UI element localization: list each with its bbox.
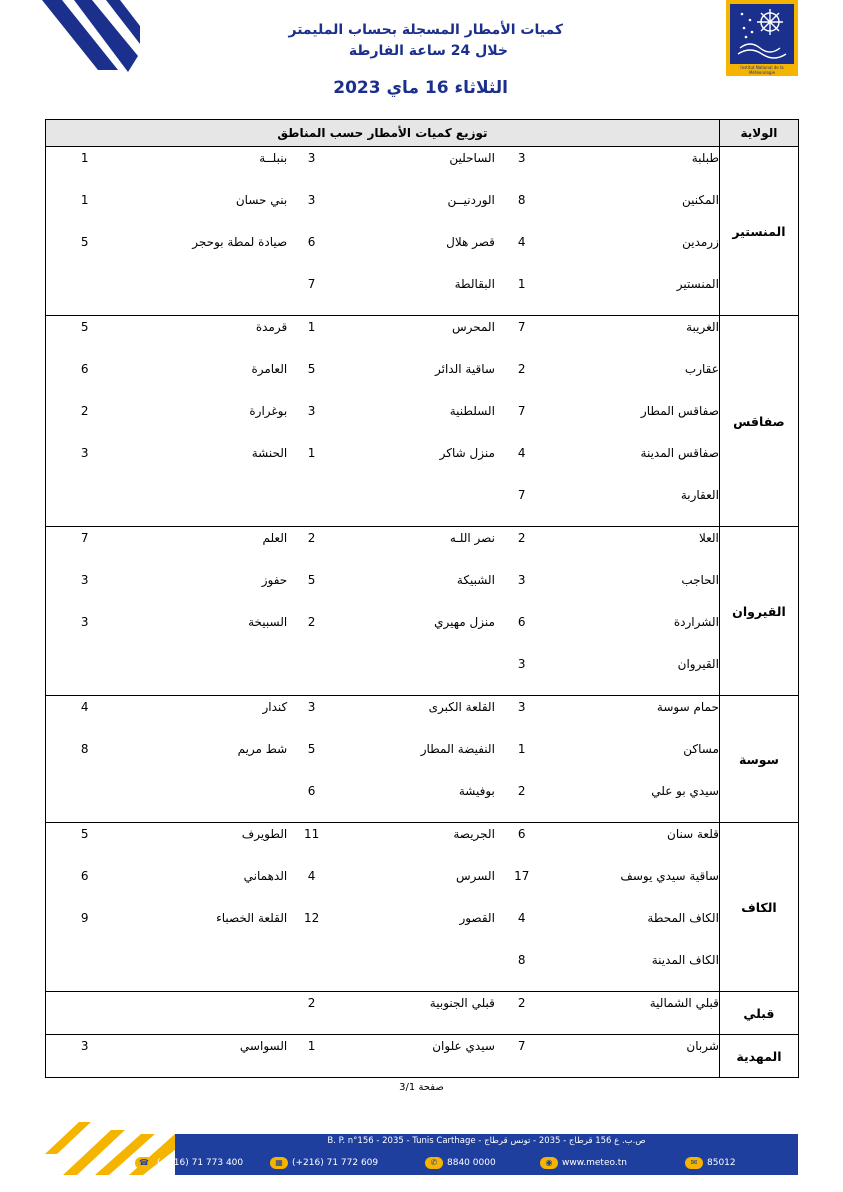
station-value: 6 [495, 823, 549, 866]
footer-website[interactable]: ◉ www.meteo.tn [540, 1154, 627, 1172]
table-row [46, 907, 799, 949]
footer-sms: ✉ 85012 [685, 1154, 736, 1172]
station-value: 1 [46, 189, 124, 231]
footer-phone1: ☎ (+216) 71 773 400 [135, 1154, 243, 1172]
station-name: طبلبة [549, 147, 720, 190]
station-name: حفوز [261, 573, 288, 587]
table-row [46, 316, 799, 359]
station-name: الحاجب [681, 573, 719, 587]
station-name: قبلي الجنوبية [336, 992, 495, 1035]
station-name: شط مريم [237, 742, 288, 756]
station-value: 7 [46, 527, 124, 570]
station-name: النفيضة المطار [420, 742, 495, 756]
table-row [46, 992, 799, 1035]
station-value: 7 [517, 404, 526, 418]
station-name: مساكن [683, 742, 719, 756]
table-row [46, 653, 799, 696]
station-name: قبلي الشمالية [549, 992, 720, 1035]
report-subtitle: خلال 24 ساعة الفارطة [348, 43, 508, 59]
station-name: صيادة لمطة بوحجر [192, 235, 288, 249]
table-row [46, 231, 799, 273]
decorative-stripes-icon [40, 0, 140, 80]
rainfall-table [45, 119, 799, 1078]
station-name: نصر اللـه [336, 527, 495, 570]
station-name: الكاف المحطة [647, 911, 719, 925]
table-row [46, 442, 799, 484]
station-name: القلعة الخصباء [216, 911, 288, 925]
station-name: البقالطة [454, 277, 495, 291]
station-value: 1 [517, 742, 526, 756]
station-value: 8 [517, 193, 526, 207]
station-value: 1 [287, 1035, 336, 1078]
station-name: ساقية الدائر [435, 362, 495, 376]
table-row [46, 865, 799, 907]
station-name: بوغرارة [249, 404, 288, 418]
station-name: قصر هلال [446, 235, 495, 249]
page-number: صفحة 3/1 [399, 1082, 444, 1093]
station-value: 7 [495, 316, 549, 359]
governorate-cell: القيروان [719, 527, 798, 696]
station-value: 8 [517, 953, 526, 967]
table-row [46, 611, 799, 653]
station-name [123, 484, 287, 527]
station-value: 5 [46, 231, 124, 273]
station-value: 3 [307, 404, 316, 418]
station-name: قلعة سنان [549, 823, 720, 866]
station-name [123, 780, 287, 823]
station-value: 5 [307, 573, 316, 587]
station-name: العلا [549, 527, 720, 570]
governorate-cell: صفاقس [719, 316, 798, 527]
station-value: 2 [287, 527, 336, 570]
station-value: 5 [46, 316, 124, 359]
station-value: 3 [287, 147, 336, 190]
station-name: العلم [123, 527, 287, 570]
station-name: ساقية سيدي يوسف [620, 869, 719, 883]
station-name: القلعة الكبرى [336, 696, 495, 739]
station-value: 3 [46, 1035, 124, 1078]
table-row [46, 569, 799, 611]
station-value: 2 [517, 362, 526, 376]
governorate-cell: المهدية [719, 1035, 798, 1078]
station-name: زرمدين [682, 235, 719, 249]
table-header-row [46, 120, 799, 147]
station-value [46, 992, 124, 1035]
station-value [46, 949, 124, 992]
station-name: الحنشة [251, 446, 288, 460]
station-name: السلطنية [449, 404, 495, 418]
station-value: 7 [495, 1035, 549, 1078]
station-name: الشراردة [673, 615, 719, 629]
station-value: 5 [307, 362, 316, 376]
station-value [46, 484, 124, 527]
sms-icon: ✉ [685, 1157, 703, 1169]
governorate-cell: المنستير [719, 147, 798, 316]
table-row [46, 189, 799, 231]
table-row [46, 696, 799, 739]
station-name: السواسي [123, 1035, 287, 1078]
station-name [123, 992, 287, 1035]
station-value [46, 273, 124, 316]
station-name: السرس [455, 869, 495, 883]
station-name: صفاقس المدينة [640, 446, 719, 460]
station-value: 6 [46, 358, 124, 400]
station-value: 5 [46, 823, 124, 866]
station-name: بنبلــة [123, 147, 287, 190]
station-value [287, 484, 336, 527]
footer-phone2: ▦ (+216) 71 772 609 [270, 1154, 378, 1172]
station-value: 3 [307, 193, 316, 207]
station-value: 6 [46, 865, 124, 907]
station-name: عقارب [684, 362, 719, 376]
station-name: قرمدة [123, 316, 287, 359]
table-row [46, 400, 799, 442]
footer-band [139, 1134, 798, 1175]
station-name [123, 949, 287, 992]
station-name: العقاربة [680, 488, 719, 502]
station-value: 7 [307, 277, 316, 291]
station-value: 2 [495, 992, 549, 1035]
station-value: 17 [514, 869, 530, 883]
station-value: 4 [517, 446, 526, 460]
station-value: 12 [303, 911, 320, 925]
station-name: شربان [549, 1035, 720, 1078]
station-value: 2 [307, 615, 316, 629]
station-name: القصور [459, 911, 495, 925]
station-name: صفاقس المطار [640, 404, 719, 418]
station-name: الكاف المدينة [651, 953, 719, 967]
station-name: السبيخة [248, 615, 288, 629]
station-value: 3 [46, 569, 124, 611]
station-value: 3 [46, 611, 124, 653]
station-value: 3 [517, 573, 526, 587]
station-name: الدهماني [243, 869, 288, 883]
station-value: 2 [517, 784, 526, 798]
table-row [46, 823, 799, 866]
station-name [336, 949, 495, 992]
governorate-column-header: الولاية [719, 120, 798, 147]
governorate-cell: سوسة [719, 696, 798, 823]
station-value: 3 [495, 147, 549, 190]
governorate-cell: قبلي [719, 992, 798, 1035]
footer-phone3: ✆ 8840 0000 [425, 1154, 496, 1172]
station-value: 1 [517, 277, 526, 291]
web-icon: ◉ [540, 1157, 558, 1169]
table-row [46, 358, 799, 400]
rainfall-table-body [46, 147, 799, 1078]
station-name [123, 273, 287, 316]
fax-icon: ▦ [270, 1157, 288, 1169]
station-value: 4 [46, 696, 124, 739]
station-value: 3 [287, 696, 336, 739]
station-name: الوردنيــن [447, 193, 495, 207]
table-row [46, 780, 799, 823]
station-value: 1 [46, 147, 124, 190]
station-name: المحرس [336, 316, 495, 359]
station-value [287, 653, 336, 696]
station-name: الجريصة [336, 823, 495, 866]
station-name: القيروان [677, 657, 719, 671]
station-name: كندار [123, 696, 287, 739]
station-value [287, 949, 336, 992]
report-date: الثلاثاء 16 ماي 2023 [333, 78, 508, 98]
report-title: كميات الأمطار المسجلة بحساب المليمتر [288, 22, 563, 38]
station-value: 3 [517, 657, 526, 671]
station-value: 3 [495, 696, 549, 739]
station-value [46, 780, 124, 823]
station-value: 6 [517, 615, 526, 629]
governorate-cell: الكاف [719, 823, 798, 992]
station-value: 3 [46, 442, 124, 484]
station-name: سيدي علوان [336, 1035, 495, 1078]
table-row [46, 1035, 799, 1078]
station-value: 6 [307, 784, 316, 798]
station-name: الطويرف [123, 823, 287, 866]
station-value: 5 [307, 742, 316, 756]
station-name: بوفيشة [458, 784, 495, 798]
station-name: الساحلين [336, 147, 495, 190]
station-name [123, 653, 287, 696]
station-value: 2 [495, 527, 549, 570]
station-value: 7 [517, 488, 526, 502]
station-value: 4 [517, 911, 526, 925]
station-value: 1 [287, 316, 336, 359]
station-name: الغريبة [549, 316, 720, 359]
distribution-column-header: توزيع كميات الأمطار حسب المناطق [46, 120, 720, 147]
logo-caption: Institut National de la Météorologie [740, 65, 784, 75]
station-value: 9 [46, 907, 124, 949]
station-name: منزل مهيري [434, 615, 495, 629]
meteo-logo [726, 0, 798, 76]
station-name: بني حسان [235, 193, 288, 207]
station-value: 1 [307, 446, 316, 460]
station-name [336, 653, 495, 696]
station-name: الشبيكة [456, 573, 495, 587]
station-name: المنستير [676, 277, 719, 291]
station-value: 2 [46, 400, 124, 442]
table-row [46, 527, 799, 570]
station-value [46, 653, 124, 696]
table-row [46, 147, 799, 190]
hotline-icon: ✆ [425, 1157, 443, 1169]
station-name: سيدي بو علي [651, 784, 719, 798]
station-value: 2 [287, 992, 336, 1035]
station-value: 4 [307, 869, 316, 883]
snowflake-icon [730, 4, 794, 64]
station-name [336, 484, 495, 527]
station-name: العامرة [251, 362, 288, 376]
station-value: 11 [287, 823, 336, 866]
phone-icon: ☎ [135, 1157, 153, 1169]
table-row [46, 949, 799, 992]
station-value: 6 [307, 235, 316, 249]
table-row [46, 273, 799, 316]
table-row [46, 738, 799, 780]
station-name: المكنين [681, 193, 719, 207]
station-value: 4 [517, 235, 526, 249]
footer [45, 1112, 798, 1175]
table-row [46, 484, 799, 527]
station-name: حمام سوسة [549, 696, 720, 739]
station-value: 8 [46, 738, 124, 780]
footer-address: B. P. n°156 - 2035 - Tunis Carthage - ص.ب. ع 156 قرطاج - 2035 - تونس قرطاج [327, 1136, 646, 1146]
station-name: منزل شاكر [439, 446, 495, 460]
